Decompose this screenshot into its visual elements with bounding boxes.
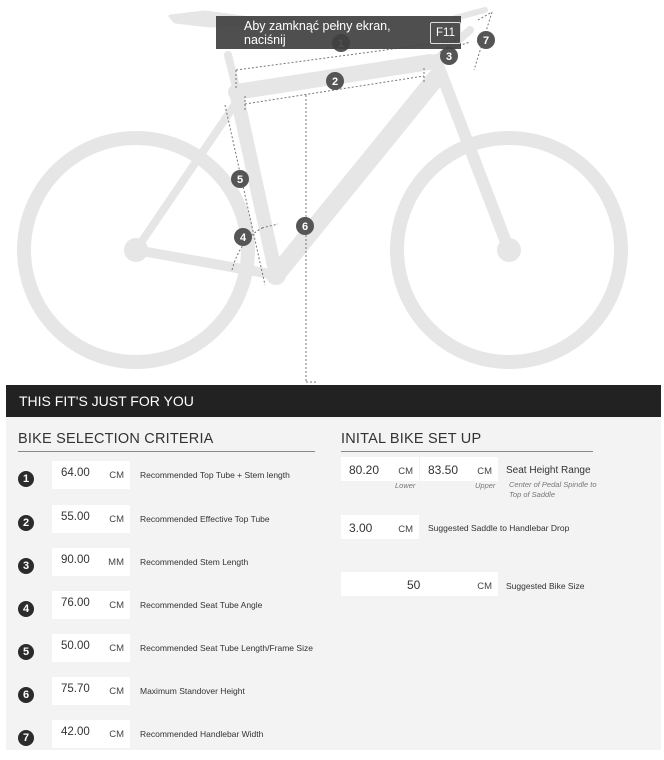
effective-top-tube-value[interactable] [52,505,130,533]
upper-sublabel: Upper [475,481,496,490]
number-badge: 3 [18,558,34,574]
banner-title: THIS FIT'S JUST FOR YOU [19,393,194,409]
svg-text:2: 2 [331,76,339,88]
value-number: 75.70 [61,683,90,695]
criteria-heading-rule [18,451,315,452]
results-banner [6,385,661,417]
criteria-heading: BIKE SELECTION CRITERIA [18,431,214,447]
value-unit: CM [398,466,413,477]
standover-height-value[interactable] [52,677,130,705]
lower-sublabel: Lower [395,481,416,490]
seat-height-range-label: Seat Height Range [506,465,591,476]
down-tube [276,78,436,275]
results-panel [6,417,661,750]
svg-text:5: 5 [236,174,244,186]
value-number: 83.50 [428,463,459,477]
criteria-row-2 [6,505,336,545]
rear-hub [124,238,148,262]
marker-5 [231,170,249,188]
setup-heading-rule [341,451,593,452]
value-number: 90.00 [61,554,90,566]
marker-4 [234,228,252,246]
chain-stay [136,250,276,275]
value-number: 55.00 [61,511,90,523]
number-badge: 5 [18,644,34,660]
value-unit: CM [109,514,124,525]
f11-key-hint: F11 [430,22,461,44]
number-badge: 7 [18,730,34,746]
setup-heading: INITAL BIKE SET UP [341,431,482,447]
criteria-label: Recommended Top Tube + Stem length [140,470,290,480]
criteria-label: Recommended Stem Length [140,557,249,567]
number-badge: 4 [18,601,34,617]
seat-height-upper-value[interactable] [420,457,498,481]
marker-2 [326,72,344,90]
criteria-label: Recommended Effective Top Tube [140,514,270,524]
criteria-label: Recommended Seat Tube Length/Frame Size [140,643,313,653]
svg-text:4: 4 [239,232,247,244]
frame-size-value[interactable] [52,634,130,662]
value-unit: CM [109,470,124,481]
value-unit: CM [109,600,124,611]
criteria-label: Recommended Handlebar Width [140,729,264,739]
criteria-row-3 [6,548,336,588]
value-number: 50.00 [61,640,90,652]
marker-3 [440,47,458,65]
top-tube-stem-value[interactable] [52,461,130,489]
criteria-row-7 [6,720,336,760]
bike-size-label: Suggested Bike Size [506,581,585,591]
fullscreen-exit-notice [216,16,461,49]
seat-tube-angle-value[interactable] [52,591,130,619]
value-number: 80.20 [349,463,380,477]
fullscreen-notice-text: Aby zamknąć pełny ekran, naciśnij [244,18,391,47]
handlebar-width-value[interactable] [52,720,130,748]
stem-length-value[interactable] [52,548,130,576]
marker-6 [296,217,314,235]
value-number: 42.00 [61,726,90,738]
svg-text:6: 6 [301,221,309,233]
crank [266,265,286,285]
bike-frame [24,10,621,362]
seat-height-lower-value[interactable] [341,457,419,481]
value-number: 50 [407,578,421,592]
criteria-row-6 [6,677,336,717]
saddle-drop-value[interactable] [341,515,419,539]
value-unit: CM [398,524,413,535]
criteria-row-1 [6,461,336,501]
value-unit: CM [477,581,492,592]
value-unit: MM [108,557,124,568]
criteria-label: Maximum Standover Height [140,686,245,696]
value-number: 76.00 [61,597,90,609]
seat-height-note: Center of Pedal Spindle to Top of Saddle [509,480,597,499]
number-badge: 6 [18,687,34,703]
value-number: 3.00 [349,521,373,535]
svg-text:3: 3 [445,51,453,63]
marker-7 [477,31,495,49]
number-badge: 1 [18,471,34,487]
bike-size-value[interactable] [341,572,498,596]
criteria-row-5 [6,634,336,674]
front-hub [497,238,521,262]
saddle-drop-label: Suggested Saddle to Handlebar Drop [428,523,570,533]
value-unit: CM [109,686,124,697]
value-unit: CM [109,643,124,654]
value-unit: CM [109,729,124,740]
criteria-label: Recommended Seat Tube Angle [140,600,263,610]
value-unit: CM [477,466,492,477]
value-number: 64.00 [61,467,90,479]
criteria-row-4 [6,591,336,631]
diagram-markers [231,31,495,246]
number-badge: 2 [18,515,34,531]
svg-text:7: 7 [482,35,490,47]
